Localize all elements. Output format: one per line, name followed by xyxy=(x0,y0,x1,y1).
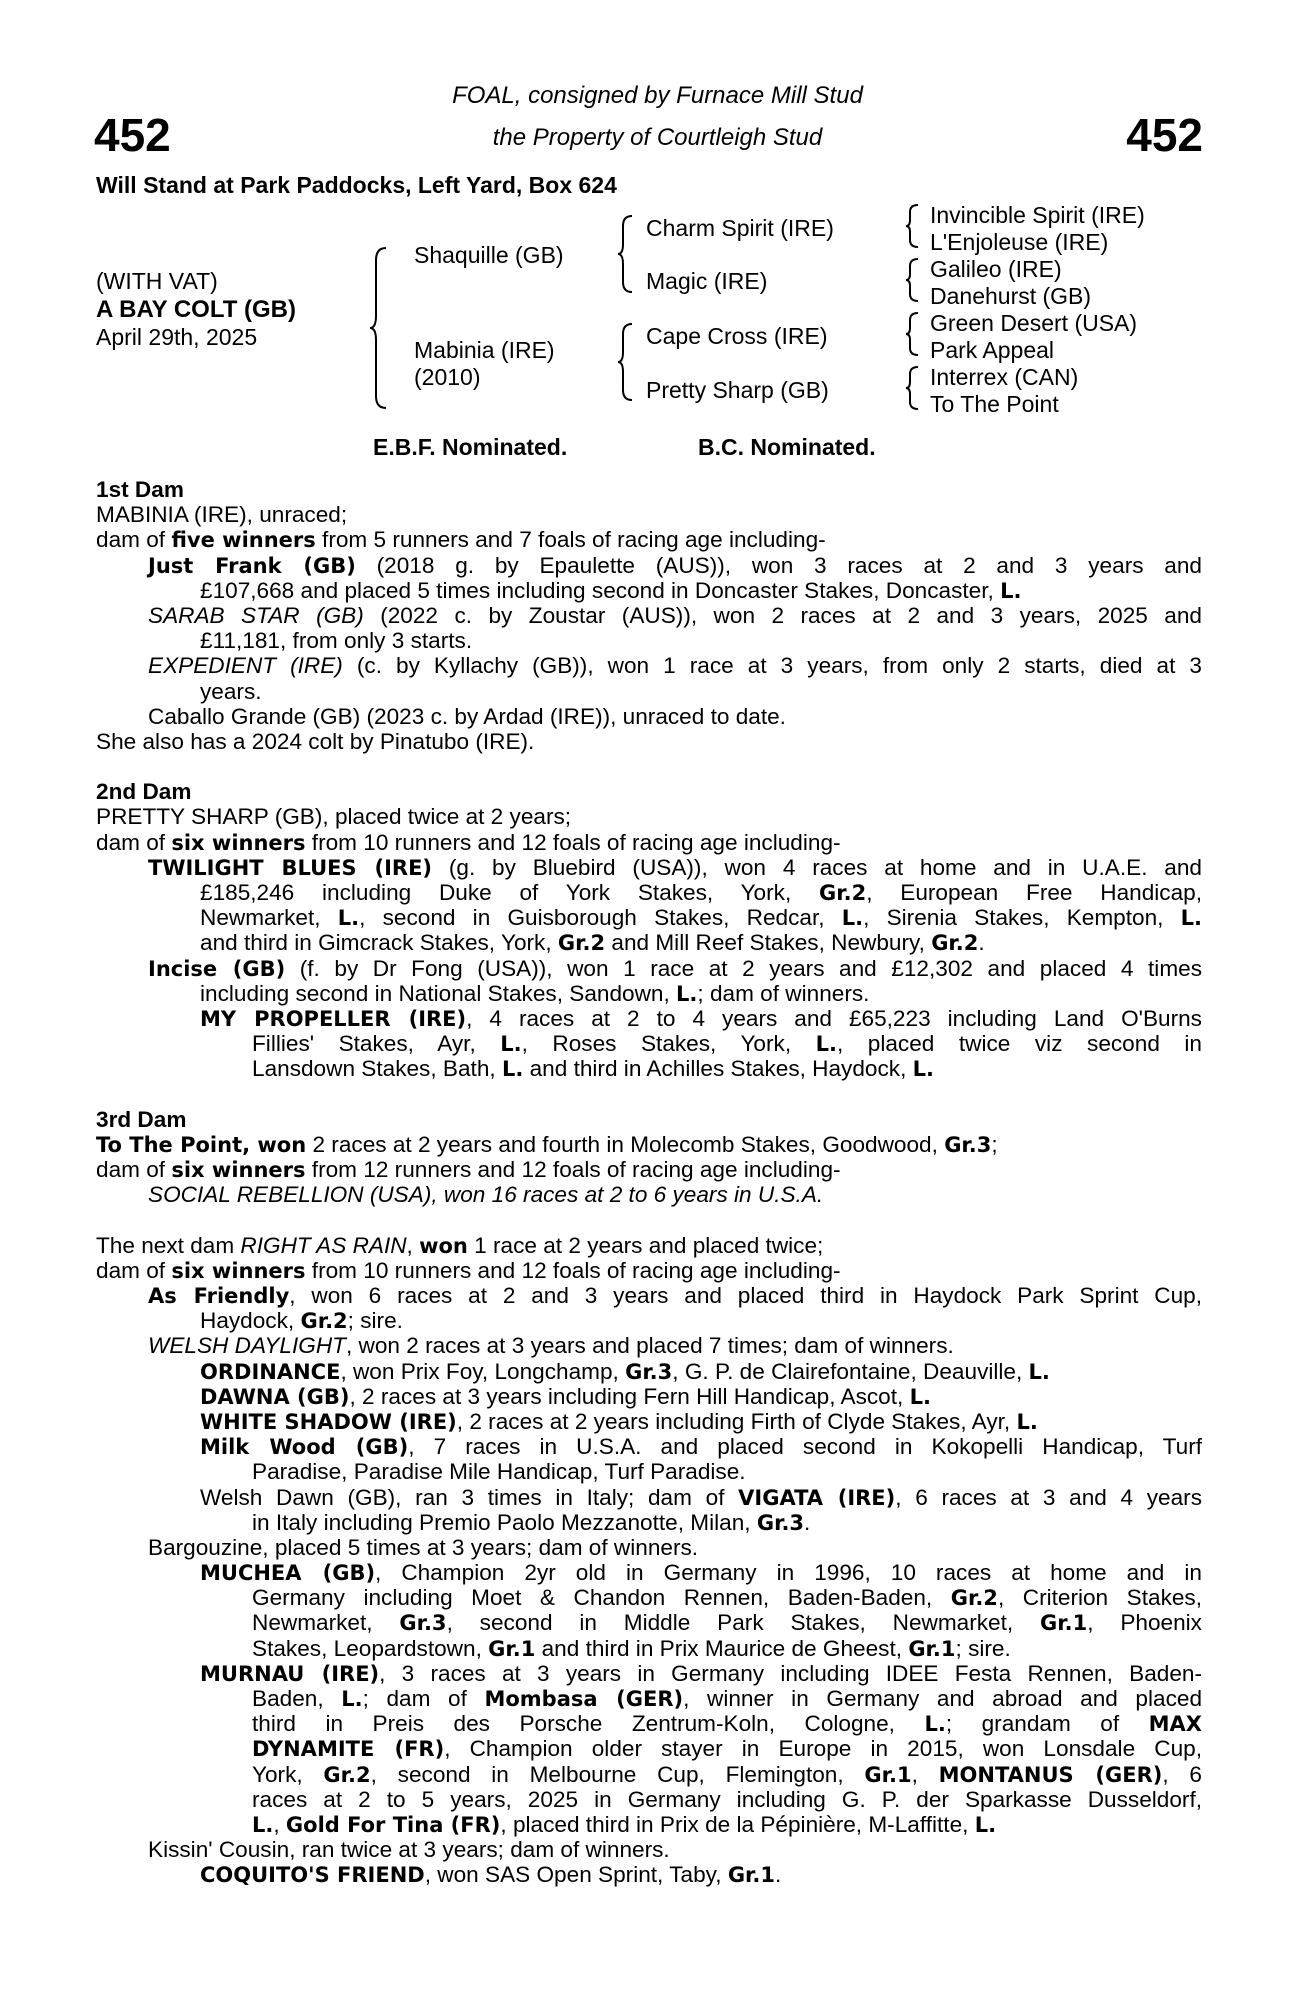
grandsire-1: Invincible Spirit (IRE) xyxy=(930,202,1145,228)
next-dam-intro: The next dam RIGHT AS RAIN, won 1 race at 2 years and placed twice; xyxy=(96,1232,824,1258)
pedigree-brace-3d xyxy=(904,365,922,411)
progeny-just-frank-cont: £107,668 and placed 5 times including second in Doncaster Stakes, Doncaster, L. xyxy=(200,577,1022,603)
progeny-just-frank: Just Frank (GB) (2018 g. by Epaulette (AUS)), won 3 races at 2 and 3 years and xyxy=(148,552,1202,578)
third-dam-heading: 3rd Dam xyxy=(96,1106,187,1132)
first-dam-also: She also has a 2024 colt by Pinatubo (IRE). xyxy=(96,728,535,754)
grandsire-5: Green Desert (USA) xyxy=(930,310,1138,336)
pedigree-brace-3b xyxy=(904,257,922,303)
first-dam-stats: dam of five winners from 5 runners and 7 foals of racing age including- xyxy=(96,527,826,553)
bc-nomination: B.C. Nominated. xyxy=(698,434,876,460)
first-dam-intro: MABINIA (IRE), unraced; xyxy=(96,502,348,528)
vat-note: (WITH VAT) xyxy=(96,268,218,294)
sire: Shaquille (GB) xyxy=(414,242,564,268)
progeny-incise-cont: including second in National Stakes, Sandown, L.; dam of winners. xyxy=(200,980,870,1006)
pedigree-brace-3a xyxy=(904,203,922,249)
third-dam-intro: To The Point, won 2 races at 2 years and fourth in Molecomb Stakes, Goodwood, Gr.3; xyxy=(96,1131,998,1157)
pedigree-brace-2b xyxy=(616,322,636,402)
progeny-my-propeller-cont2: Lansdown Stakes, Bath, L. and third in Achilles Stakes, Haydock, L. xyxy=(252,1056,934,1082)
dam-dam: Pretty Sharp (GB) xyxy=(646,377,829,403)
second-dam-intro: PRETTY SHARP (GB), placed twice at 2 years; xyxy=(96,804,572,830)
progeny-milk-wood-cont: Paradise, Paradise Mile Handicap, Turf Paradise. xyxy=(252,1459,746,1485)
progeny-murnau: MURNAU (IRE), 3 races at 3 years in Germany including IDEE Festa Rennen, Baden- xyxy=(200,1660,1202,1686)
progeny-dawna: DAWNA (GB), 2 races at 3 years including Fern Hill Handicap, Ascot, L. xyxy=(200,1383,931,1409)
pedigree-brace-3c xyxy=(904,311,922,357)
progeny-muchea-cont1: Germany including Moet & Chandon Rennen, Baden-Baden, Gr.2, Criterion Stakes, xyxy=(252,1585,1203,1611)
second-dam-stats: dam of six winners from 10 runners and 12 foals of racing age including- xyxy=(96,829,841,855)
progeny-murnau-cont2: third in Preis des Porsche Zentrum-Koln, Cologne, L.; grandam of MAX xyxy=(252,1711,1202,1737)
grandsire-2: L'Enjoleuse (IRE) xyxy=(930,229,1109,255)
horse-name: A BAY COLT (GB) xyxy=(96,296,297,323)
progeny-twilight-blues-cont2: Newmarket, L., second in Guisborough Stakes, Redcar, L., Sirenia Stakes, Kempton, L. xyxy=(200,905,1202,931)
lot-number-right: 452 xyxy=(1126,109,1203,161)
foaling-date: April 29th, 2025 xyxy=(96,324,258,350)
next-dam-stats: dam of six winners from 10 runners and 12 foals of racing age including- xyxy=(96,1257,841,1283)
sire-sire: Charm Spirit (IRE) xyxy=(646,215,834,241)
progeny-murnau-cont6: L., Gold For Tina (FR), placed third in Prix de la Pépinière, M-Laffitte, L. xyxy=(252,1811,997,1837)
progeny-twilight-blues-cont3: and third in Gimcrack Stakes, York, Gr.2 and Mill Reef Stakes, Newbury, Gr.2. xyxy=(200,930,985,956)
progeny-muchea: MUCHEA (GB), Champion 2yr old in Germany in 1996, 10 races at home and in xyxy=(200,1560,1202,1586)
progeny-twilight-blues: TWILIGHT BLUES (IRE) (g. by Bluebird (USA)), won 4 races at home and in U.A.E. and xyxy=(148,854,1202,880)
progeny-bargouzine: Bargouzine, placed 5 times at 3 years; dam of winners. xyxy=(148,1534,699,1560)
stable-location: Will Stand at Park Paddocks, Left Yard, Box 624 xyxy=(96,172,617,198)
progeny-sarab-star-cont: £11,181, from only 3 starts. xyxy=(200,628,473,654)
progeny-murnau-cont4: York, Gr.2, second in Melbourne Cup, Flemington, Gr.1, MONTANUS (GER), 6 xyxy=(252,1761,1202,1787)
property-line: the Property of Courtleigh Stud xyxy=(492,124,823,151)
lot-number-left: 452 xyxy=(94,109,171,161)
progeny-coquitos-friend: COQUITO'S FRIEND, won SAS Open Sprint, Taby, Gr.1. xyxy=(200,1862,782,1888)
grandsire-6: Park Appeal xyxy=(930,337,1055,363)
progeny-twilight-blues-cont1: £185,246 including Duke of York Stakes, York, Gr.2, European Free Handicap, xyxy=(200,880,1202,905)
grandsire-8: To The Point xyxy=(930,391,1059,417)
grandsire-7: Interrex (CAN) xyxy=(930,364,1079,390)
grandsire-4: Danehurst (GB) xyxy=(930,283,1092,309)
progeny-murnau-cont1: Baden, L.; dam of Mombasa (GER), winner in Germany and abroad and placed xyxy=(252,1686,1203,1711)
progeny-incise: Incise (GB) (f. by Dr Fong (USA)), won 1 race at 2 years and £12,302 and placed 4 times xyxy=(148,955,1203,981)
progeny-muchea-cont2: Newmarket, Gr.3, second in Middle Park Stakes, Newmarket, Gr.1, Phoenix xyxy=(252,1610,1202,1636)
progeny-welsh-dawn: Welsh Dawn (GB), ran 3 times in Italy; dam of VIGATA (IRE), 6 races at 3 and 4 years xyxy=(200,1484,1202,1510)
progeny-milk-wood: Milk Wood (GB), 7 races in U.S.A. and placed second in Kokopelli Handicap, Turf xyxy=(200,1434,1202,1460)
progeny-expedient-cont: years. xyxy=(200,678,262,704)
progeny-muchea-cont3: Stakes, Leopardstown, Gr.1 and third in Prix Maurice de Gheest, Gr.1; sire. xyxy=(252,1635,1011,1661)
pedigree-brace-2a xyxy=(616,214,636,294)
ebf-nomination: E.B.F. Nominated. xyxy=(373,434,568,460)
progeny-sarab-star: SARAB STAR (GB) (2022 c. by Zoustar (AUS)), won 2 races at 2 and 3 years, 2025 and xyxy=(148,602,1202,628)
dam-year: (2010) xyxy=(414,364,481,390)
progeny-welsh-daylight: WELSH DAYLIGHT, won 2 races at 3 years and placed 7 times; dam of winners. xyxy=(148,1333,954,1359)
progeny-expedient: EXPEDIENT (IRE) (c. by Kyllachy (GB)), won 1 race at 3 years, from only 2 starts, died at 3 xyxy=(148,653,1202,679)
grandsire-3: Galileo (IRE) xyxy=(930,256,1062,282)
catalogue-body xyxy=(96,477,1202,1888)
first-dam-heading: 1st Dam xyxy=(96,477,184,502)
second-dam-heading: 2nd Dam xyxy=(96,779,192,805)
progeny-as-friendly-cont: Haydock, Gr.2; sire. xyxy=(200,1308,403,1334)
pedigree-brace-1 xyxy=(368,246,390,410)
progeny-welsh-dawn-cont: in Italy including Premio Paolo Mezzanotte, Milan, Gr.3. xyxy=(252,1509,811,1535)
progeny-ordinance: ORDINANCE, won Prix Foy, Longchamp, Gr.3, G. P. de Clairefontaine, Deauville, L. xyxy=(200,1358,1050,1384)
dam-sire: Cape Cross (IRE) xyxy=(646,323,828,349)
progeny-murnau-cont3: DYNAMITE (FR), Champion older stayer in Europe in 2015, won Lonsdale Cup, xyxy=(252,1736,1203,1762)
progeny-my-propeller: MY PROPELLER (IRE), 4 races at 2 to 4 years and £65,223 including Land O'Burns xyxy=(200,1005,1202,1031)
sire-dam: Magic (IRE) xyxy=(646,268,768,294)
dam: Mabinia (IRE) xyxy=(414,337,555,363)
progeny-as-friendly: As Friendly, won 6 races at 2 and 3 years and placed third in Haydock Park Sprint Cup, xyxy=(148,1283,1202,1308)
progeny-my-propeller-cont1: Fillies' Stakes, Ayr, L., Roses Stakes, York, L., placed twice viz second in xyxy=(252,1031,1202,1057)
progeny-kissin-cousin: Kissin' Cousin, ran twice at 3 years; dam of winners. xyxy=(148,1837,670,1863)
progeny-murnau-cont5: races at 2 to 5 years, 2025 in Germany including G. P. der Sparkasse Dusseldorf, xyxy=(252,1786,1202,1812)
progeny-social-rebellion: SOCIAL REBELLION (USA), won 16 races at 2 to 6 years in U.S.A. xyxy=(148,1182,824,1208)
progeny-white-shadow: WHITE SHADOW (IRE), 2 races at 2 years including Firth of Clyde Stakes, Ayr, L. xyxy=(200,1408,1038,1434)
third-dam-stats: dam of six winners from 12 runners and 12 foals of racing age including- xyxy=(96,1157,841,1183)
progeny-caballo-grande: Caballo Grande (GB) (2023 c. by Ardad (IRE)), unraced to date. xyxy=(148,703,786,729)
consignor-line: FOAL, consigned by Furnace Mill Stud xyxy=(452,82,863,109)
